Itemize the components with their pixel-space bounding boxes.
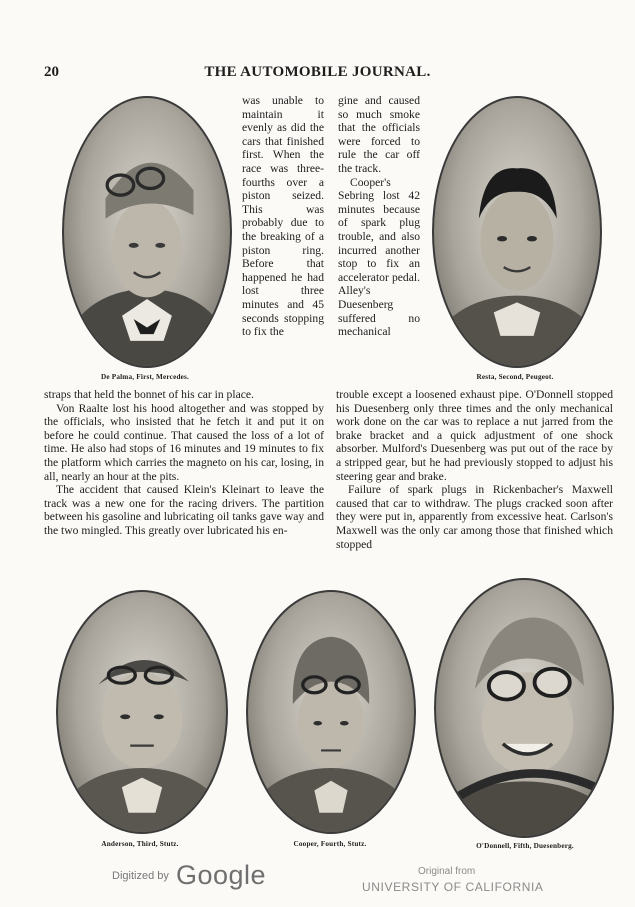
original-from-label: Original from: [418, 866, 476, 877]
portrait-de-palma: [62, 96, 232, 368]
right-column: [336, 388, 613, 551]
digitized-by-label: Digitized by: [112, 870, 169, 882]
portrait-odonnell: [434, 578, 614, 838]
column-b-paragraph-1: gine and caused so much smoke that the officials were forced to rule the car off the track.: [338, 94, 420, 175]
google-logo: Google: [176, 860, 267, 890]
left-column: [44, 388, 324, 538]
column-b: [338, 94, 420, 339]
portrait-anderson: [56, 590, 228, 834]
right-column-paragraph-2: Failure of spark plugs in Rickenbacher's Maxwell caused that car to withdraw. The plugs cracked soon after they were put in, apparently from excessive heat. Carlson's Maxwell was the only car among those that finished which stopped: [336, 483, 613, 551]
left-column-tail: straps that held the bonnet of his car in place.: [44, 388, 254, 401]
page-number: 20: [44, 64, 59, 80]
caption-odonnell: O'Donnell, Fifth, Duesenberg.: [476, 842, 574, 850]
portrait-resta: [432, 96, 602, 368]
caption-anderson: Anderson, Third, Stutz.: [101, 840, 179, 848]
left-column-paragraph-2: Von Raalte lost his hood altogether and was stopped by the officials, who insisted that he fetch it and put it on before he could continue. That caused the loss of a lot of time. He also had stops of 16 minutes and 19 minutes to fix the platform which carries the magneto on his car, losing, in all, nearly an hour at the pits.: [44, 401, 324, 483]
column-a-text: was unable to maintain it evenly as did the cars that finished first. When the race was three-fourths over a piston seized. This was probably due to the breaking of a piston ring. Before that happened he had lost three minutes and 45 seconds stopping to fix the: [242, 94, 324, 339]
portrait-cooper: [246, 590, 416, 834]
column-b-paragraph-2: Cooper's Sebring lost 42 minutes because of spark plug trouble, and also incurred another stop to fix an accelerator pedal. Alley's Duesenberg suffered no mechanical: [338, 175, 420, 339]
caption-resta: Resta, Second, Peugeot.: [476, 373, 554, 381]
university-label: UNIVERSITY OF CALIFORNIA: [362, 880, 544, 894]
right-column-paragraph-1: trouble except a loosened exhaust pipe. O'Donnell stopped his Duesenberg only three times and the only mechanical work done on the car was to replace a nut jarred from the brake bracket and a quick adjustment of one shock absorber. Mulford's Duesenberg was put out of the race by a stripped gear, but he had previously stopped to adjust his steering gear and brake.: [336, 388, 613, 483]
left-column-paragraph-3: The accident that caused Klein's Kleinart to leave the track was a new one for the racing drivers. The partition between his gasoline and lubricating oil tanks gave way and the two mingled. This greatly over lubricated his en-: [44, 483, 324, 537]
caption-de-palma: De Palma, First, Mercedes.: [100, 373, 190, 381]
journal-title: THE AUTOMOBILE JOURNAL.: [204, 64, 431, 80]
column-a: [242, 94, 324, 339]
caption-cooper: Cooper, Fourth, Stutz.: [293, 840, 367, 848]
